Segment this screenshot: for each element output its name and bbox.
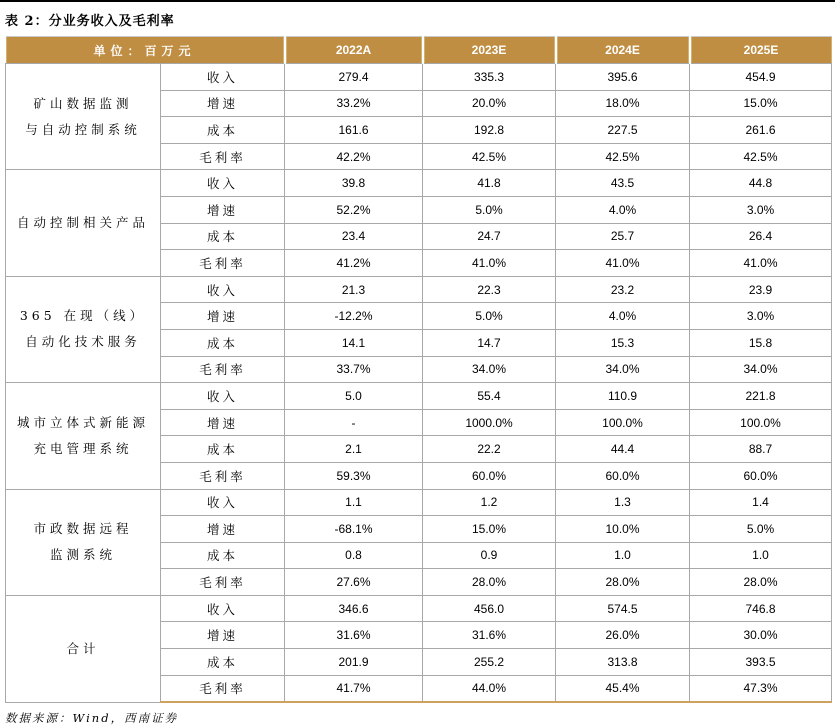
value-cell: 5.0: [285, 383, 423, 410]
value-cell: -68.1%: [285, 516, 423, 543]
column-header-2023e: 2023E: [423, 37, 556, 64]
value-cell: 41.7%: [285, 675, 423, 702]
metric-label: 增速: [161, 622, 285, 649]
value-cell: 26.0%: [556, 622, 690, 649]
value-cell: 1000.0%: [423, 409, 556, 436]
page-title: 表 2：分业务收入及毛利率: [5, 14, 175, 29]
value-cell: 23.4: [285, 223, 423, 250]
table-body: [6, 64, 832, 703]
value-cell: 14.7: [423, 329, 556, 356]
table-row: [6, 489, 832, 516]
value-cell: 313.8: [556, 649, 690, 676]
metric-label: 成本: [161, 117, 285, 144]
value-cell: 100.0%: [690, 409, 832, 436]
value-cell: 41.2%: [285, 250, 423, 277]
value-cell: 161.6: [285, 117, 423, 144]
table-header: [6, 37, 832, 64]
business-group-name: [6, 383, 161, 489]
value-cell: 192.8: [423, 117, 556, 144]
value-cell: 60.0%: [423, 462, 556, 489]
business-group-name: [6, 170, 161, 276]
business-group-name-line: 自动控制相关产品: [16, 215, 149, 231]
column-header-2022a: 2022A: [285, 37, 423, 64]
value-cell: 227.5: [556, 117, 690, 144]
value-cell: 454.9: [690, 64, 832, 91]
value-cell: 5.0%: [423, 196, 556, 223]
value-cell: 31.6%: [285, 622, 423, 649]
value-cell: 59.3%: [285, 462, 423, 489]
value-cell: 201.9: [285, 649, 423, 676]
value-cell: 346.6: [285, 595, 423, 622]
business-group-name-line: 市政数据远程: [33, 521, 133, 537]
value-cell: 0.9: [423, 542, 556, 569]
metric-label: 毛利率: [161, 143, 285, 170]
value-cell: 88.7: [690, 436, 832, 463]
value-cell: 45.4%: [556, 675, 690, 702]
value-cell: 44.8: [690, 170, 832, 197]
value-cell: 456.0: [423, 595, 556, 622]
value-cell: 10.0%: [556, 516, 690, 543]
business-group-name-line: 自动化技术服务: [25, 334, 141, 350]
business-group-name-line: 矿山数据监测: [33, 95, 133, 111]
value-cell: 393.5: [690, 649, 832, 676]
value-cell: 28.0%: [423, 569, 556, 596]
value-cell: 33.2%: [285, 90, 423, 117]
value-cell: 43.5: [556, 170, 690, 197]
value-cell: 4.0%: [556, 196, 690, 223]
metric-label: 收入: [161, 170, 285, 197]
value-cell: 28.0%: [690, 569, 832, 596]
business-group-name: [6, 64, 161, 170]
metric-label: 成本: [161, 542, 285, 569]
value-cell: 26.4: [690, 223, 832, 250]
metric-label: 收入: [161, 383, 285, 410]
value-cell: 4.0%: [556, 303, 690, 330]
value-cell: 3.0%: [690, 303, 832, 330]
revenue-margin-table: [5, 36, 832, 703]
metric-label: 成本: [161, 436, 285, 463]
metric-label: 成本: [161, 223, 285, 250]
value-cell: 60.0%: [690, 462, 832, 489]
metric-label: 增速: [161, 196, 285, 223]
value-cell: 42.5%: [556, 143, 690, 170]
value-cell: 27.6%: [285, 569, 423, 596]
value-cell: 33.7%: [285, 356, 423, 383]
metric-label: 增速: [161, 90, 285, 117]
metric-label: 收入: [161, 276, 285, 303]
value-cell: 41.0%: [556, 250, 690, 277]
value-cell: 42.5%: [423, 143, 556, 170]
metric-label: 毛利率: [161, 356, 285, 383]
value-cell: 279.4: [285, 64, 423, 91]
value-cell: 2.1: [285, 436, 423, 463]
table-row: [6, 170, 832, 197]
value-cell: 21.3: [285, 276, 423, 303]
value-cell: 15.3: [556, 329, 690, 356]
value-cell: 47.3%: [690, 675, 832, 702]
value-cell: 1.2: [423, 489, 556, 516]
business-group-name-line: 合计: [66, 640, 100, 656]
business-group-name-line: 与自动控制系统: [25, 121, 141, 137]
metric-label: 收入: [161, 595, 285, 622]
business-group-name: [6, 276, 161, 382]
value-cell: 44.4: [556, 436, 690, 463]
value-cell: 23.9: [690, 276, 832, 303]
value-cell: 28.0%: [556, 569, 690, 596]
value-cell: 55.4: [423, 383, 556, 410]
value-cell: -12.2%: [285, 303, 423, 330]
value-cell: 25.7: [556, 223, 690, 250]
table-row: [6, 276, 832, 303]
column-header-2025e: 2025E: [690, 37, 832, 64]
value-cell: 60.0%: [556, 462, 690, 489]
table-row: [6, 64, 832, 91]
value-cell: 5.0%: [423, 303, 556, 330]
metric-label: 成本: [161, 329, 285, 356]
value-cell: 34.0%: [690, 356, 832, 383]
value-cell: 39.8: [285, 170, 423, 197]
metric-label: 增速: [161, 516, 285, 543]
value-cell: 221.8: [690, 383, 832, 410]
value-cell: 41.0%: [690, 250, 832, 277]
metric-label: 毛利率: [161, 462, 285, 489]
metric-label: 收入: [161, 489, 285, 516]
value-cell: 34.0%: [423, 356, 556, 383]
value-cell: 1.1: [285, 489, 423, 516]
metric-label: 收入: [161, 64, 285, 91]
value-cell: 22.3: [423, 276, 556, 303]
value-cell: 15.0%: [690, 90, 832, 117]
value-cell: 261.6: [690, 117, 832, 144]
business-group-name-line: 监测系统: [49, 547, 116, 563]
value-cell: 1.4: [690, 489, 832, 516]
value-cell: 18.0%: [556, 90, 690, 117]
value-cell: 42.2%: [285, 143, 423, 170]
metric-label: 增速: [161, 303, 285, 330]
value-cell: 1.0: [556, 542, 690, 569]
value-cell: 14.1: [285, 329, 423, 356]
value-cell: 23.2: [556, 276, 690, 303]
business-group-name-line: 365 在现（线）: [19, 308, 147, 324]
value-cell: 395.6: [556, 64, 690, 91]
value-cell: 31.6%: [423, 622, 556, 649]
value-cell: 1.3: [556, 489, 690, 516]
value-cell: 1.0: [690, 542, 832, 569]
table-row: [6, 595, 832, 622]
column-header-2024e: 2024E: [556, 37, 690, 64]
value-cell: 15.8: [690, 329, 832, 356]
business-group-name-line: 充电管理系统: [33, 440, 133, 456]
value-cell: 20.0%: [423, 90, 556, 117]
metric-label: 增速: [161, 409, 285, 436]
value-cell: 34.0%: [556, 356, 690, 383]
value-cell: -: [285, 409, 423, 436]
value-cell: 42.5%: [690, 143, 832, 170]
header-row: [6, 37, 832, 64]
value-cell: 30.0%: [690, 622, 832, 649]
metric-label: 毛利率: [161, 250, 285, 277]
value-cell: 15.0%: [423, 516, 556, 543]
value-cell: 5.0%: [690, 516, 832, 543]
value-cell: 3.0%: [690, 196, 832, 223]
business-group-name-line: 城市立体式新能源: [16, 414, 149, 430]
value-cell: 52.2%: [285, 196, 423, 223]
unit-header-cell: 单位：百万元: [6, 37, 285, 64]
business-group-name: [6, 489, 161, 595]
value-cell: 574.5: [556, 595, 690, 622]
value-cell: 41.0%: [423, 250, 556, 277]
value-cell: 24.7: [423, 223, 556, 250]
business-group-name: [6, 595, 161, 702]
table-row: [6, 383, 832, 410]
value-cell: 100.0%: [556, 409, 690, 436]
value-cell: 110.9: [556, 383, 690, 410]
value-cell: 22.2: [423, 436, 556, 463]
value-cell: 41.8: [423, 170, 556, 197]
value-cell: 255.2: [423, 649, 556, 676]
value-cell: 335.3: [423, 64, 556, 91]
source-note: 数据来源：Wind，西南证券: [5, 711, 179, 726]
metric-label: 毛利率: [161, 569, 285, 596]
value-cell: 44.0%: [423, 675, 556, 702]
value-cell: 746.8: [690, 595, 832, 622]
value-cell: 0.8: [285, 542, 423, 569]
metric-label: 成本: [161, 649, 285, 676]
metric-label: 毛利率: [161, 675, 285, 702]
